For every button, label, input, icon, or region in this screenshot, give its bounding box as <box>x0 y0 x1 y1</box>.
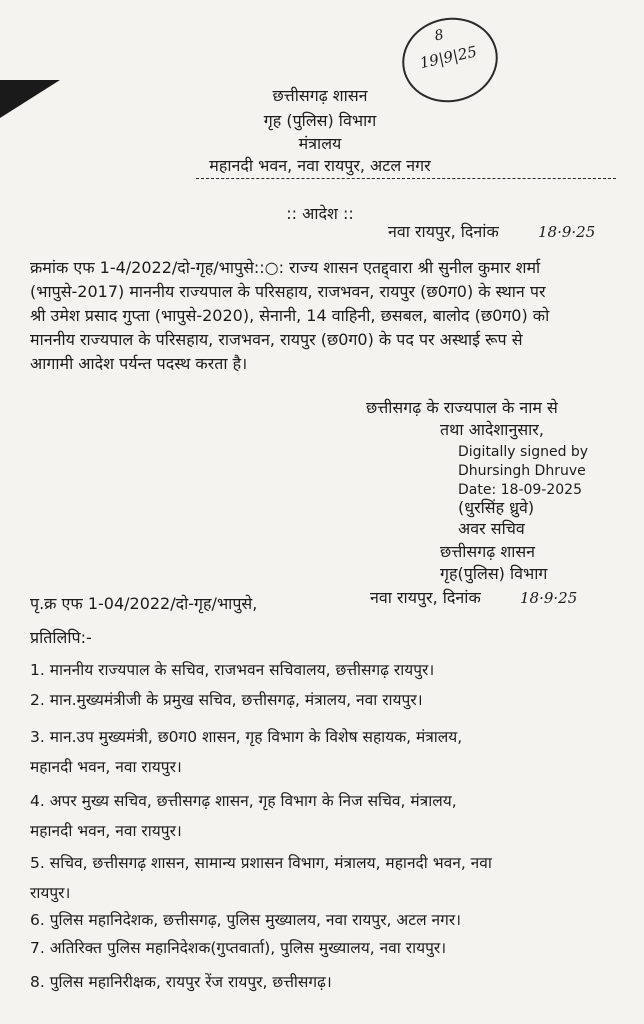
order-place-date: नवा रायपुर, दिनांक <box>388 222 499 241</box>
stamp-number: 8 <box>433 26 446 45</box>
page-corner-fold <box>0 80 60 118</box>
header-govt: छत्तीसगढ़ शासन <box>272 86 368 105</box>
signatory-designation: अवर सचिव <box>458 519 525 538</box>
copy-item-line: 8. पुलिस महानिरीक्षक, रायपुर रेंज रायपुर, छत्तीसगढ़। <box>30 973 332 991</box>
header-ministry: मंत्रालय <box>298 134 342 153</box>
signature-line2: तथा आदेशानुसार, <box>440 420 544 439</box>
copy-item-line: 3. मान.उप मुख्यमंत्री, छ0ग0 शासन, गृह विभाग के विशेष सहायक, मंत्रालय, <box>30 728 463 746</box>
order-body <box>30 256 626 376</box>
copy-item-line: महानदी भवन, नवा रायपुर। <box>30 758 182 776</box>
copy-item-line: 2. मान.मुख्यमंत्रीजी के प्रमुख सचिव, छत्तीसगढ़, मंत्रालय, नवा रायपुर। <box>30 691 423 709</box>
signature-line1: छत्तीसगढ़ के राज्यपाल के नाम से <box>366 398 558 417</box>
header-address: महानदी भवन, नवा रायपुर, अटल नगर <box>209 156 431 175</box>
copy-item <box>30 848 492 908</box>
digital-signature-date: Date: 18-09-2025 <box>458 482 582 498</box>
copy-item-line: 4. अपर मुख्य सचिव, छत्तीसगढ़ शासन, गृह विभाग के निज सचिव, मंत्रालय, <box>30 792 457 810</box>
copy-item <box>30 786 457 846</box>
endorsement-ref: पृ.क्र एफ 1-04/2022/दो-गृह/भापुसे, <box>30 594 258 613</box>
copy-label: प्रतिलिपि:- <box>30 628 92 647</box>
copy-item-line: 7. अतिरिक्त पुलिस महानिदेशक(गुप्तवार्ता), पुलिस मुख्यालय, नवा रायपुर। <box>30 939 447 957</box>
order-body-line: क्रमांक एफ 1-4/2022/दो-गृह/भापुसे::○: राज्य शासन एतद्द्वारा श्री सुनील कुमार शर्मा <box>30 258 541 277</box>
copy-item <box>30 690 423 711</box>
copy-item-line: 6. पुलिस महानिदेशक, छत्तीसगढ़, पुलिस मुख्यालय, नवा रायपुर, अटल नगर। <box>30 911 462 929</box>
signatory-name: (धुरसिंह ध्रुवे) <box>458 498 535 517</box>
order-date-handwritten: 18·9·25 <box>538 223 596 241</box>
endorsement-date-handwritten: 18·9·25 <box>520 589 578 607</box>
copy-item-line: 1. माननीय राज्यपाल के सचिव, राजभवन सचिवालय, छत्तीसगढ़ रायपुर। <box>30 661 435 679</box>
order-body-line: आगामी आदेश पर्यन्त पदस्थ करता है। <box>30 354 248 373</box>
digital-signature-label: Digitally signed by <box>458 444 589 460</box>
endorsement-place-date: नवा रायपुर, दिनांक <box>370 588 481 607</box>
header-divider <box>196 178 616 179</box>
order-body-line: (भापुसे-2017) माननीय राज्यपाल के परिसहाय, राजभवन, रायपुर (छ0ग0) के स्थान पर <box>30 282 546 301</box>
copy-item-line: महानदी भवन, नवा रायपुर। <box>30 822 182 840</box>
copy-item <box>30 972 332 993</box>
copy-item <box>30 938 446 959</box>
header-dept: गृह (पुलिस) विभाग <box>263 111 377 130</box>
stamp-date: 19|9|25 <box>418 42 479 73</box>
order-title: :: आदेश :: <box>286 204 354 223</box>
copy-item-line: 5. सचिव, छत्तीसगढ़ शासन, सामान्य प्रशासन विभाग, मंत्रालय, महानदी भवन, नवा <box>30 854 492 872</box>
copy-item <box>30 910 461 931</box>
order-body-line: माननीय राज्यपाल के परिसहाय, राजभवन, रायपुर (छ0ग0) के पद पर अस्थाई रूप से <box>30 330 523 349</box>
signatory-govt: छत्तीसगढ़ शासन <box>440 542 536 561</box>
signatory-dept: गृह(पुलिस) विभाग <box>440 564 548 583</box>
digital-signature-name: Dhursingh Dhruve <box>458 463 586 479</box>
copy-item <box>30 722 462 782</box>
copy-item <box>30 660 434 681</box>
copy-item-line: रायपुर। <box>30 884 71 902</box>
order-body-line: श्री उमेश प्रसाद गुप्ता (भापुसे-2020), सेनानी, 14 वाहिनी, छसबल, बालोद (छ0ग0) को <box>30 306 550 325</box>
